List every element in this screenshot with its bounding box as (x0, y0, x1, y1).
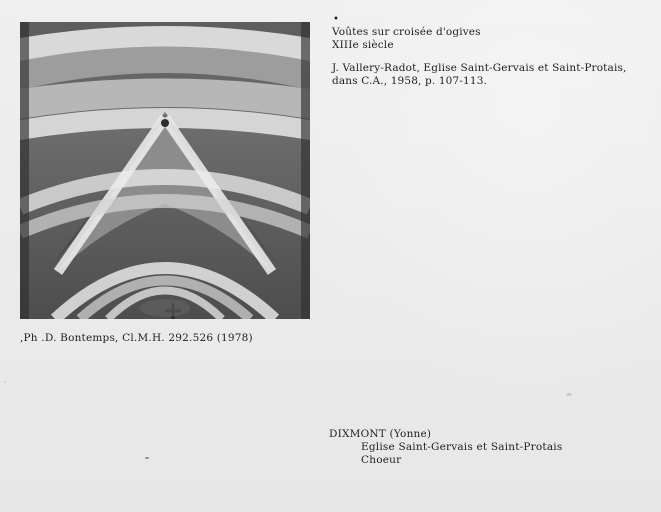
caption-spacer (332, 52, 652, 62)
location-block (329, 428, 562, 467)
vault-photo (20, 22, 310, 319)
location-line-2: Eglise Saint-Gervais et Saint-Protais (361, 441, 563, 453)
location-line-1: DIXMONT (Yonne) (329, 428, 432, 440)
caption-bullet: • (333, 14, 340, 25)
paper-speck (145, 457, 149, 459)
location-line-3: Choeur (361, 454, 402, 466)
paper-speck (4, 381, 6, 383)
caption-title-line-2: XIIIe siècle (332, 39, 394, 51)
caption-block (332, 14, 652, 88)
paper-speck (566, 393, 572, 396)
reference-line-2: dans C.A., 1958, p. 107-113. (332, 75, 488, 87)
photo-credit: ,Ph .D. Bontemps, Cl.M.H. 292.526 (1978) (20, 332, 253, 344)
caption-title-line-1: Voûtes sur croisée d'ogives (332, 26, 481, 38)
reference-line-1: J. Vallery-Radot, Eglise Saint-Gervais et Saint-Protais, (332, 62, 627, 74)
vault-photo-image (20, 22, 310, 319)
